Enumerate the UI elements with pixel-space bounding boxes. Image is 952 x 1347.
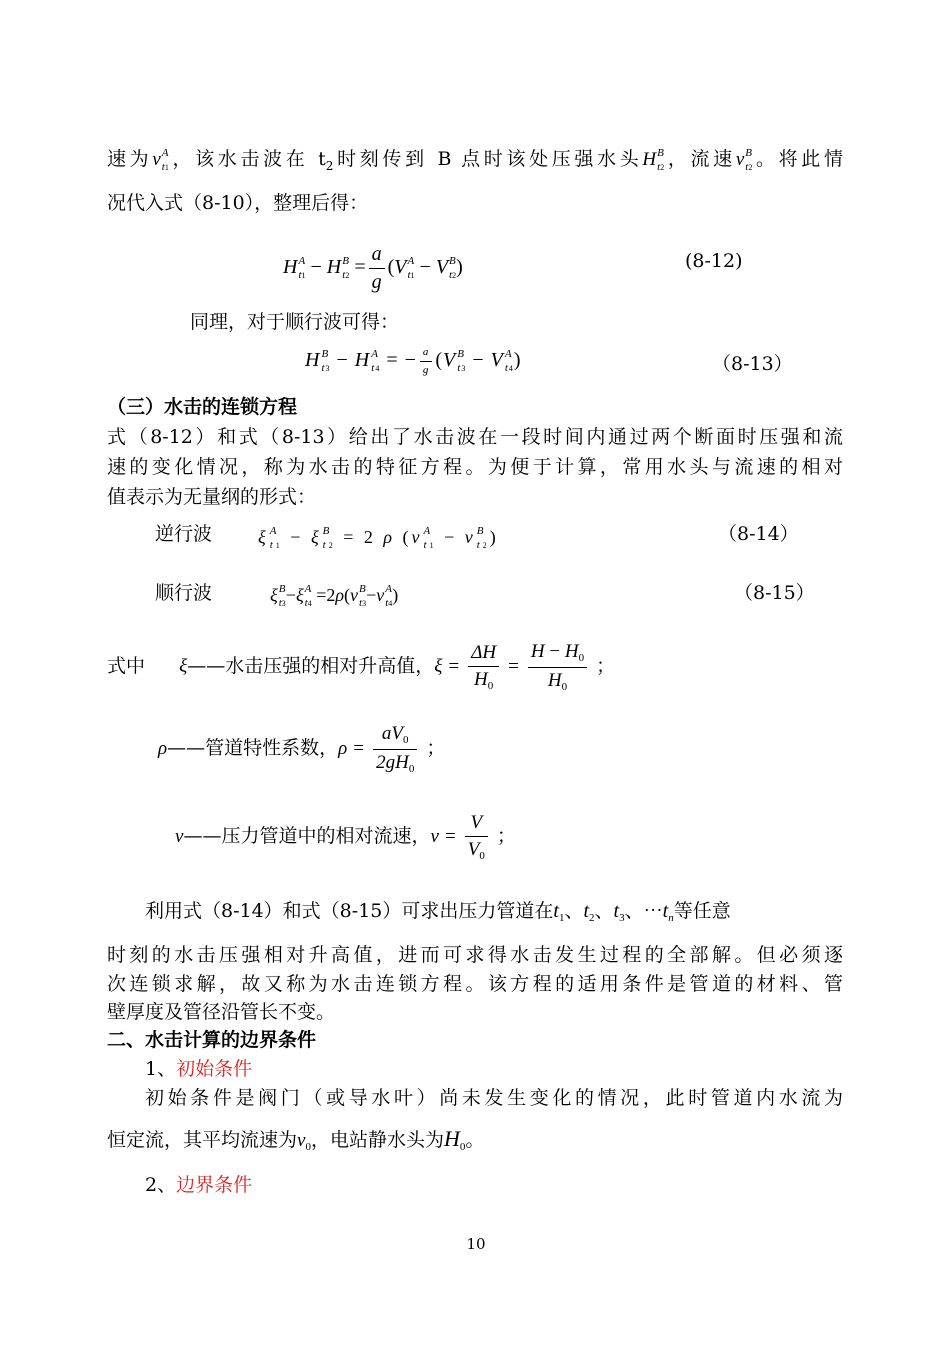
rho-symbol: ρ — [158, 738, 168, 759]
xi-symbol: ξ — [179, 656, 188, 677]
para3-line2: 时刻的水击压强相对升高值，进而可求得水击发生过程的全部解。但必须逐 — [107, 944, 843, 966]
equation-number-8-13: （8-13） — [712, 353, 793, 375]
text-run: 。将此情 — [752, 148, 843, 170]
tongli-line: 同理，对于顺行波可得： — [190, 311, 400, 333]
subscript: 2 — [325, 158, 334, 173]
para4-line2: 恒定流，其平均流速为$v_0$，电站静水头为H0。 — [107, 1126, 485, 1153]
para2-line1: 式（8-12）和式（8-13）给出了水击波在一段时间内通过两个断面时压强和流 — [107, 426, 843, 448]
eq-8-15-name: 顺行波 — [155, 582, 213, 604]
math-H-t2-B: H B t2 — [642, 147, 665, 174]
xi-fraction-2: $\frac{H - H_0}{H_0}$ — [528, 641, 587, 693]
nu-definition-text: ——压力管道中的相对流速， — [183, 825, 431, 847]
math-v-t1-A: v A t1 — [152, 147, 169, 174]
equation-8-14: ξ A t1 − ξ B t2 = 2 ρ (ν A t1 − ν B t2 ) — [258, 525, 499, 552]
nu-symbol: ν — [175, 826, 184, 847]
equation-number-8-15: （8-15） — [734, 582, 815, 604]
equation-8-15: ξ B t3 −ξ A t4 =2ρ(ν B t3 −ν A t4 ) — [270, 583, 399, 610]
page-number: 10 — [466, 1235, 486, 1253]
text-run: ，该水击波在 t — [168, 148, 326, 170]
para2-line2: 速的变化情况，称为水击的特征方程。为便于计算，常用水头与流速的相对 — [107, 456, 843, 478]
equation-number-8-14: （8-14） — [718, 523, 799, 545]
definition-nu: ν——压力管道中的相对流速，ν = $\frac{V}{V_0}$ ； — [175, 811, 516, 862]
equation-number-8-12: (8-12) — [685, 250, 743, 272]
text-run: 速为 — [107, 148, 153, 170]
para2-line3: 值表示为无量纲的形式： — [107, 486, 317, 508]
item2-heading: 2、边界条件 — [145, 1174, 253, 1196]
eq-8-14-name: 逆行波 — [155, 523, 213, 545]
text-run: 时刻传到 B 点时该处压强水头 — [333, 148, 643, 170]
xi-definition-text: ——水击压强的相对升高值， — [187, 655, 435, 677]
item2-title: 边界条件 — [176, 1174, 253, 1196]
text-run: ，流速 — [664, 148, 736, 170]
para3-line4: 壁厚度及管径沿管长不变。 — [107, 1001, 336, 1023]
para4-line1: 初始条件是阀门（或导水叶）尚未发生变化的情况，此时管道内水流为 — [145, 1087, 843, 1109]
nu-fraction: $\frac{V}{V_0}$ — [465, 812, 488, 862]
para1-line1 — [107, 144, 843, 181]
para3-line3: 次连锁求解，故又称为水击连锁方程。该方程的适用条件是管道的材料、管 — [107, 973, 843, 995]
xi-fraction-1: $\frac{\Delta H}{H_0}$ — [468, 642, 499, 692]
math-v-t2-B: v B t2 — [735, 147, 753, 174]
para3-line1: 利用式（8-14）和式（8-15）可求出压力管道在$t_1$、$t_2$、$t_3$、$\cdots t_n$等任意 — [145, 900, 731, 924]
item1-title: 初始条件 — [176, 1058, 253, 1080]
equation-8-13: H B t3 − H A t4 = − $\frac{a}{g}$ (V B t3 − V A t4 ) — [305, 346, 522, 376]
rho-definition-text: ——管道特性系数， — [167, 737, 339, 759]
rho-fraction: $\frac{aV_0}{2gH_0}$ — [373, 723, 417, 775]
lead-text: 式中 — [107, 655, 146, 677]
section-heading-chain-equation: （三）水击的连锁方程 — [107, 396, 298, 418]
item1-heading: 1、初始条件 — [145, 1058, 253, 1080]
definition-xi: 式中 ξ——水击压强的相对升高值，ξ = $\frac{\Delta H}{H_0}$ = $\frac{H - H_0}{H_0}$ ； — [107, 640, 616, 693]
para1-line2: 况代入式（8-10），整理后得： — [107, 192, 369, 214]
equation-8-12: H A t1 − H B t2 = $\frac{a}{g}$ (V A t1 − V B t2 ) — [283, 243, 463, 293]
section-heading-boundary-conditions: 二、水击计算的边界条件 — [107, 1029, 317, 1051]
definition-rho: ρ——管道特性系数，ρ = $\frac{aV_0}{2gH_0}$ ； — [158, 722, 446, 775]
